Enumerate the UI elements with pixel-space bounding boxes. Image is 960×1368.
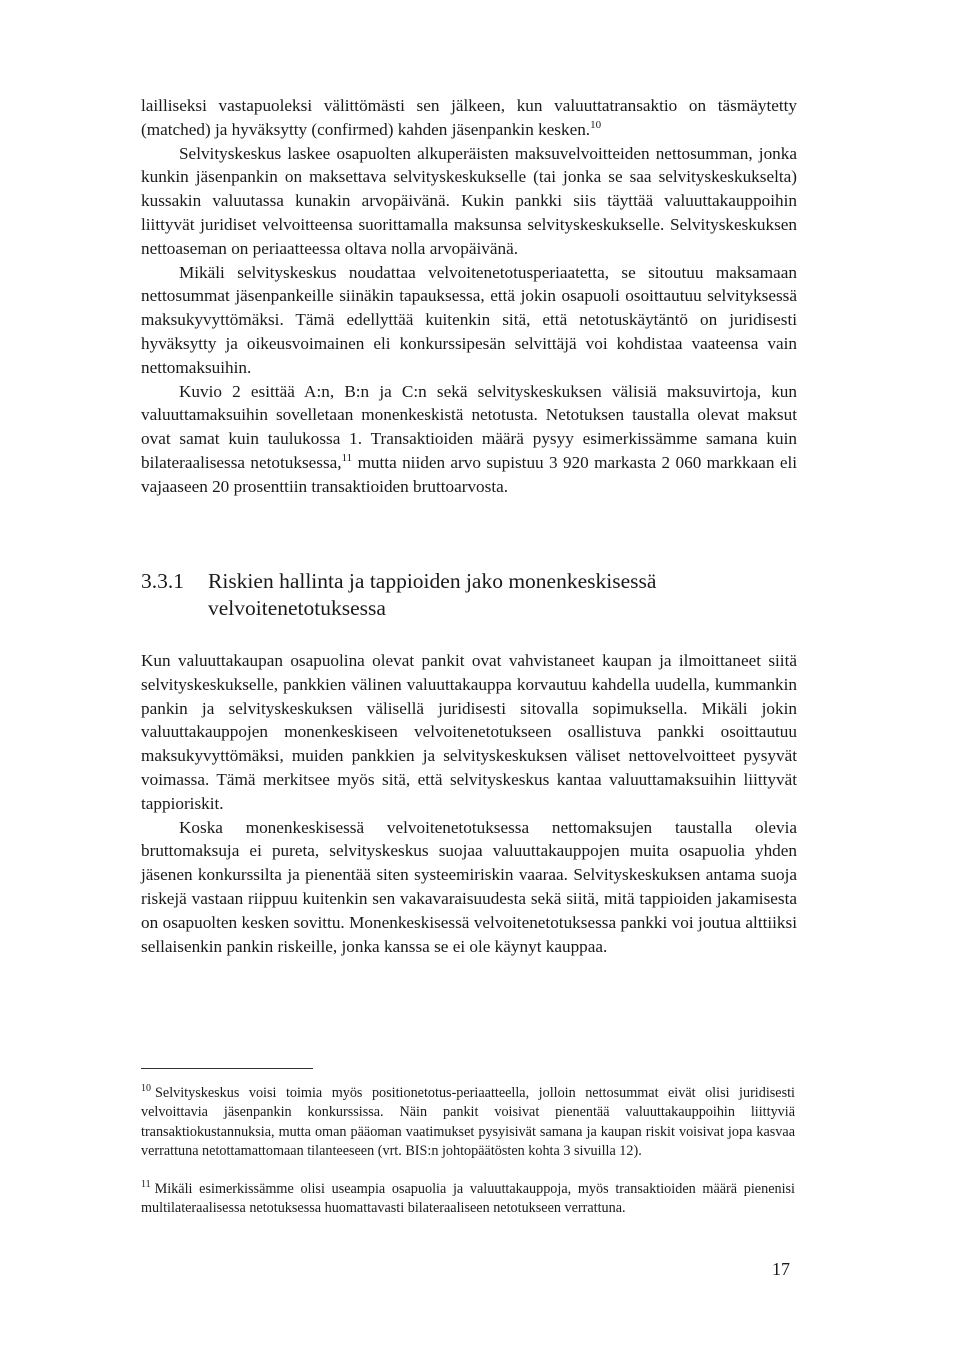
paragraph: Kun valuuttakaupan osapuolina olevat pankit ovat vahvistaneet kaupan ja ilmoittaneet siitä selvityskeskukselle, pankkien välinen valuuttakauppa korvautuu kahdella uudella, kummankin pankin ja selvityskeskuksen välisellä juridisesti sitovalla sopimuksella. Mikäli jokin valuuttakauppojen monenkeskiseen velvoitenetotukseen osallistuva pankki osoittautuu maksukyvyttömäksi, muiden pankkien ja selvityskeskuksen väliset nettovelvoitteet pysyvät voimassa. Tämä merkitsee myös sitä, että selvityskeskus kantaa valuuttamaksuihin liittyvät tappioriskit. [141,651,797,813]
paragraph: Koska monenkeskisessä velvoitenetotuksessa nettomaksujen taustalla olevia bruttomaksuja ei pureta, selvityskeskus suojaa valuuttakauppojen muita osapuolia yhden jäsenen konkurssilta ja pienentää siten systeemiriskin vaaraa. Selvityskeskuksen antama suoja riskejä vastaan riippuu kuitenkin sen vakavaraisuudesta sekä siitä, mitä tappioiden jakamisesta on osapuolten kesken sovittu. Monenkeskisessä velvoitenetotuksessa pankki voi joutua alttiiksi sellaisenkin pankin riskeille, jonka kanssa se ei ole käynyt kauppaa. [141,817,797,956]
paragraph-text: mutta niiden arvo supistuu 3 920 markasta 2 060 markkaan eli vajaaseen 20 prosenttiin transaktioiden bruttoarvosta. [141,452,797,496]
page-number: 17 [772,1259,790,1279]
footnote-ref-11[interactable]: 11 [341,451,353,464]
footnote-text: Selvityskeskus voisi toimia myös positionetotus-periaatteella, jolloin nettosummat eivät olisi juridisesti velvoittavia jäsenpankin konkurssissa. Näin pankit voisivat pienentää valuuttakauppoihin liittyviä transaktiokustannuksia, mutta oman pääoman vaatimukset pysyisivät samana ja kaupan riskit voisivat jopa kasvaa verrattuna netottamattomaan tilanteeseen (vrt. BIS:n johtopäätösten kohta 3 sivuilla 12). [141,1085,795,1160]
paragraph [141,142,797,261]
footnote-ref-10[interactable]: 10 [590,118,602,131]
body-text-top [141,94,797,499]
footnote-number: 10 [141,1083,151,1094]
section-title-line-2: velvoitenetotuksessa [208,596,386,620]
footnote-10 [141,1084,795,1162]
paragraph-text: Kuvio 2 esittää A:n, B:n ja C:n sekä selvityskeskuksen välisiä maksuvirtoja, kun valuuttamaksuihin sovelletaan monenkeskistä netotusta. Netotuksen taustalla olevat maksut ovat samat kuin taulukossa 1. Transaktioiden määrä pysyy esimerkissämme samana kuin bilateraalisessa netotuksessa, [141,381,797,472]
paragraph-text: Mikäli selvityskeskus noudattaa velvoitenetotusperiaatetta, se sitoutuu maksamaan nettosummat jäsenpankeille siinäkin tapauksessa, että jokin osapuoli osoittautuu selvityksessä maksukyvyttömäksi. Tämä edellyttää kuitenkin sitä, että netotuskäytäntö on juridisesti hyväksytty ja oikeusvoimainen eli konkurssipesän selvittäjä voi kohdistaa vaateensa vain nettomaksuihin. [141,262,797,377]
section-title-line-1: Riskien hallinta ja tappioiden jako monenkeskisessä [208,569,657,593]
paragraph [141,94,797,142]
paragraph [141,261,797,380]
footnote-11 [141,1180,795,1219]
footnotes [141,1084,795,1236]
footnote-text: Mikäli esimerkissämme olisi useampia osapuolia ja valuuttakauppoja, myös transaktioiden määrä pienenisi multilateraalisessa netotuksessa huomattavasti bilateraaliseen netotukseen verrattuna. [141,1180,795,1217]
footnote-number: 11 [141,1178,151,1190]
paragraph-text: lailliseksi vastapuoleksi välittömästi sen jälkeen, kun valuuttatransaktio on täsmäytetty (matched) ja hyväksytty (confirmed) kahden jäsenpankin kesken. [141,96,797,139]
section-number: 3.3.1 [141,569,184,593]
paragraph [141,380,797,499]
footnote-divider [141,1068,313,1069]
section-heading [141,568,821,622]
body-text-bottom [141,649,797,958]
paragraph-text: Selvityskeskus laskee osapuolten alkuperäisten maksuvelvoitteiden nettosumman, jonka kunkin jäsenpankin on maksettava selvityskeskukselle (tai jonka se saa selvityskeskukselta) kussakin valuutassa kunakin arvopäivänä. Kukin pankki siis täyttää valuuttakauppoihin liittyvät juridiset velvoitteensa suorittamalla maksunsa selvityskeskukselle. Selvityskeskuksen nettoaseman on periaatteessa oltava nolla arvopäivänä. [141,143,797,258]
